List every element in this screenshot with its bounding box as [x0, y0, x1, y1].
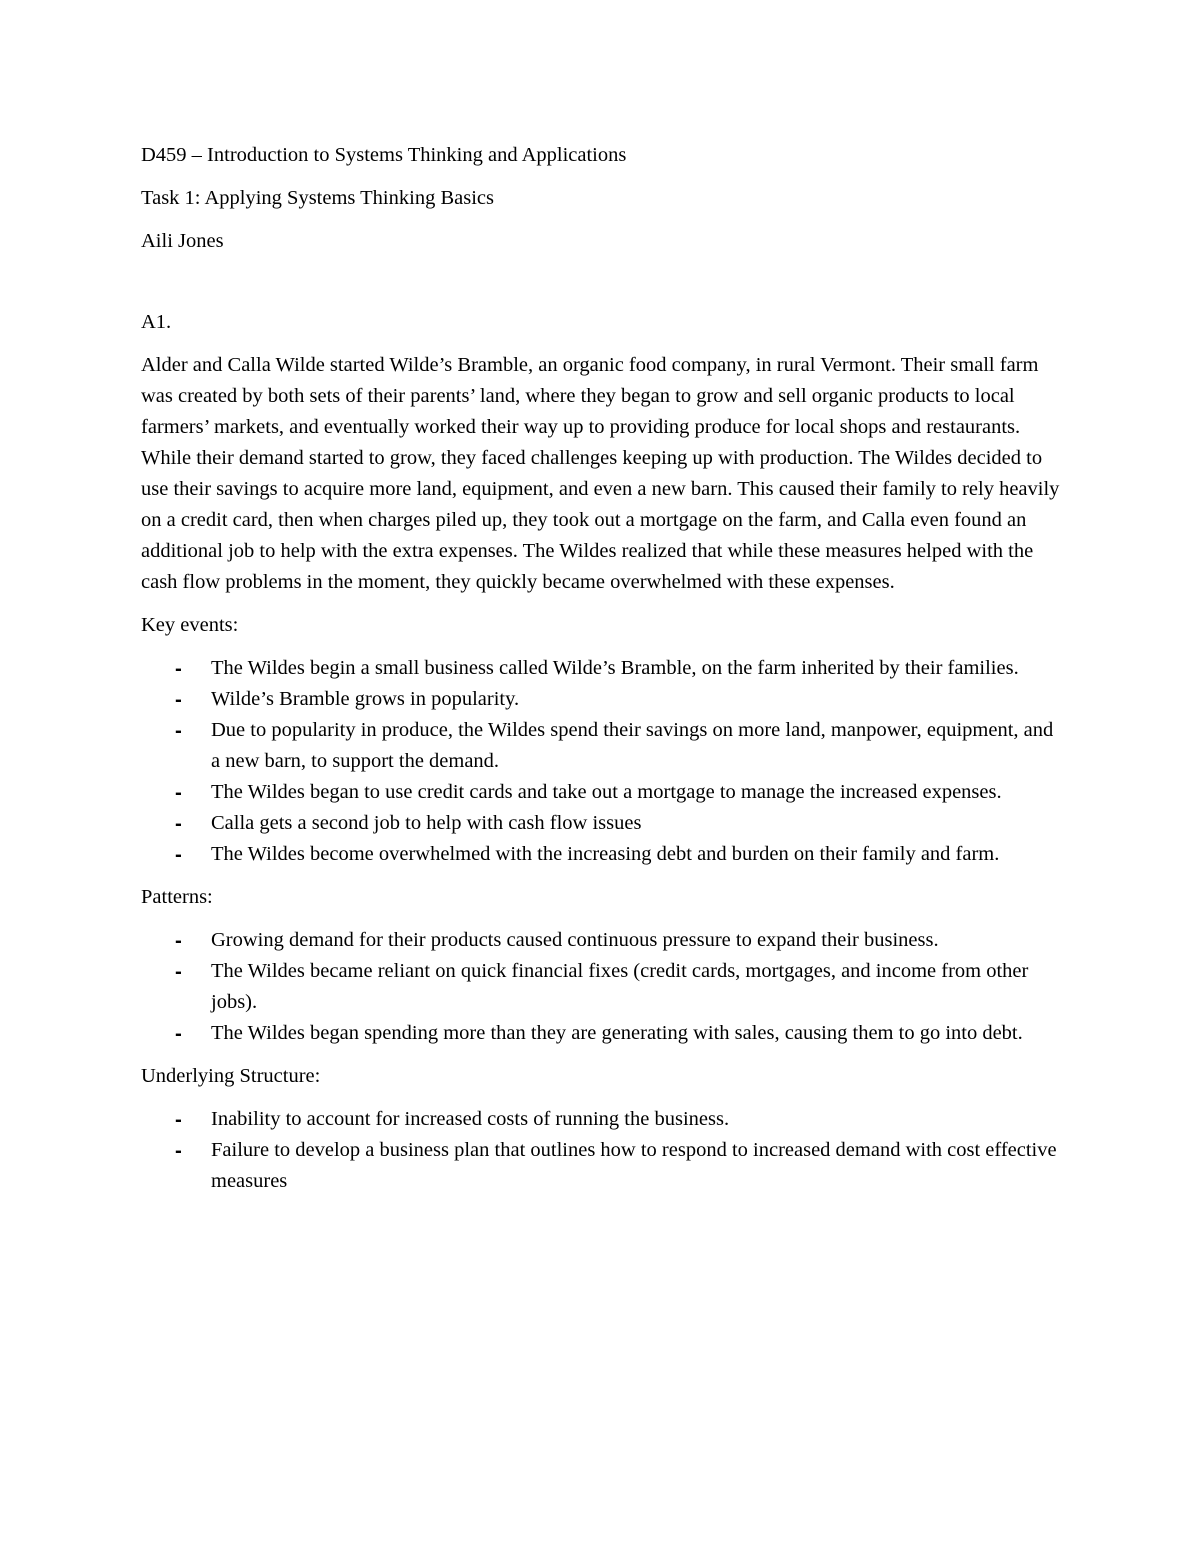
list-item-text: The Wildes become overwhelmed with the increasing debt and burden on their family and farm. [211, 843, 1000, 865]
list-item [141, 715, 1066, 777]
dash-bullet-icon: - [175, 929, 182, 952]
list-item-text: The Wildes begin a small business called Wilde’s Bramble, on the farm inherited by their families. [211, 657, 1019, 679]
dash-bullet-icon: - [175, 843, 182, 866]
list-item [141, 653, 1066, 684]
list-item-text: Due to popularity in produce, the Wildes spend their savings on more land, manpower, equipment, and a new barn, to support the demand. [211, 719, 1054, 772]
list-item [141, 777, 1066, 808]
section-heading: A1. [141, 311, 172, 333]
patterns-list [141, 925, 1066, 1049]
list-item [141, 684, 1066, 715]
list-item-text: Inability to account for increased costs of running the business. [211, 1108, 730, 1130]
key-events-label: Key events: [141, 614, 239, 636]
list-item-text: Calla gets a second job to help with cash flow issues [211, 812, 642, 834]
course-title: D459 – Introduction to Systems Thinking and Applications [141, 144, 627, 166]
list-item [141, 1104, 1066, 1135]
list-item-text: The Wildes began spending more than they are generating with sales, causing them to go into debt. [211, 1022, 1023, 1044]
underlying-structure-label: Underlying Structure: [141, 1065, 321, 1087]
list-item-text: Growing demand for their products caused continuous pressure to expand their business. [211, 929, 939, 951]
underlying-structure-list [141, 1104, 1066, 1197]
key-events-list [141, 653, 1066, 870]
dash-bullet-icon: - [175, 1139, 182, 1162]
list-item [141, 925, 1066, 956]
underlying-structure-section [141, 1061, 1066, 1197]
section-paragraph: Alder and Calla Wilde started Wilde’s Bramble, an organic food company, in rural Vermont. Their small farm was created by both sets of their parents’ land, where they began to grow and sell organic products to local farmers’ markets, and eventually worked their way up to providing produce for local shops and restaurants. While their demand started to grow, they faced challenges keeping up with production. The Wildes decided to use their savings to acquire more land, equipment, and even a new barn. This caused their family to rely heavily on a credit card, then when charges piled up, they took out a mortgage on the farm, and Calla even found an additional job to help with the extra expenses. The Wildes realized that while these measures helped with the cash flow problems in the moment, they quickly became overwhelmed with these expenses. [141, 354, 1060, 593]
dash-bullet-icon: - [175, 688, 182, 711]
dash-bullet-icon: - [175, 657, 182, 680]
task-title: Task 1: Applying Systems Thinking Basics [141, 187, 494, 209]
patterns-section [141, 882, 1066, 1049]
list-item [141, 808, 1066, 839]
list-item [141, 1135, 1066, 1197]
list-item-text: The Wildes became reliant on quick financial fixes (credit cards, mortgages, and income from other jobs). [211, 960, 1029, 1013]
dash-bullet-icon: - [175, 781, 182, 804]
list-item [141, 839, 1066, 870]
list-item [141, 956, 1066, 1018]
dash-bullet-icon: - [175, 719, 182, 742]
dash-bullet-icon: - [175, 1108, 182, 1131]
document-body [141, 140, 1066, 1209]
dash-bullet-icon: - [175, 1022, 182, 1045]
list-item-text: Failure to develop a business plan that outlines how to respond to increased demand with cost effective measures [211, 1139, 1057, 1192]
author-name: Aili Jones [141, 230, 224, 252]
list-item-text: The Wildes began to use credit cards and take out a mortgage to manage the increased expenses. [211, 781, 1002, 803]
list-item-text: Wilde’s Bramble grows in popularity. [211, 688, 520, 710]
dash-bullet-icon: - [175, 960, 182, 983]
dash-bullet-icon: - [175, 812, 182, 835]
key-events-section [141, 610, 1066, 870]
list-item [141, 1018, 1066, 1049]
patterns-label: Patterns: [141, 886, 213, 908]
document-header [141, 140, 1066, 257]
